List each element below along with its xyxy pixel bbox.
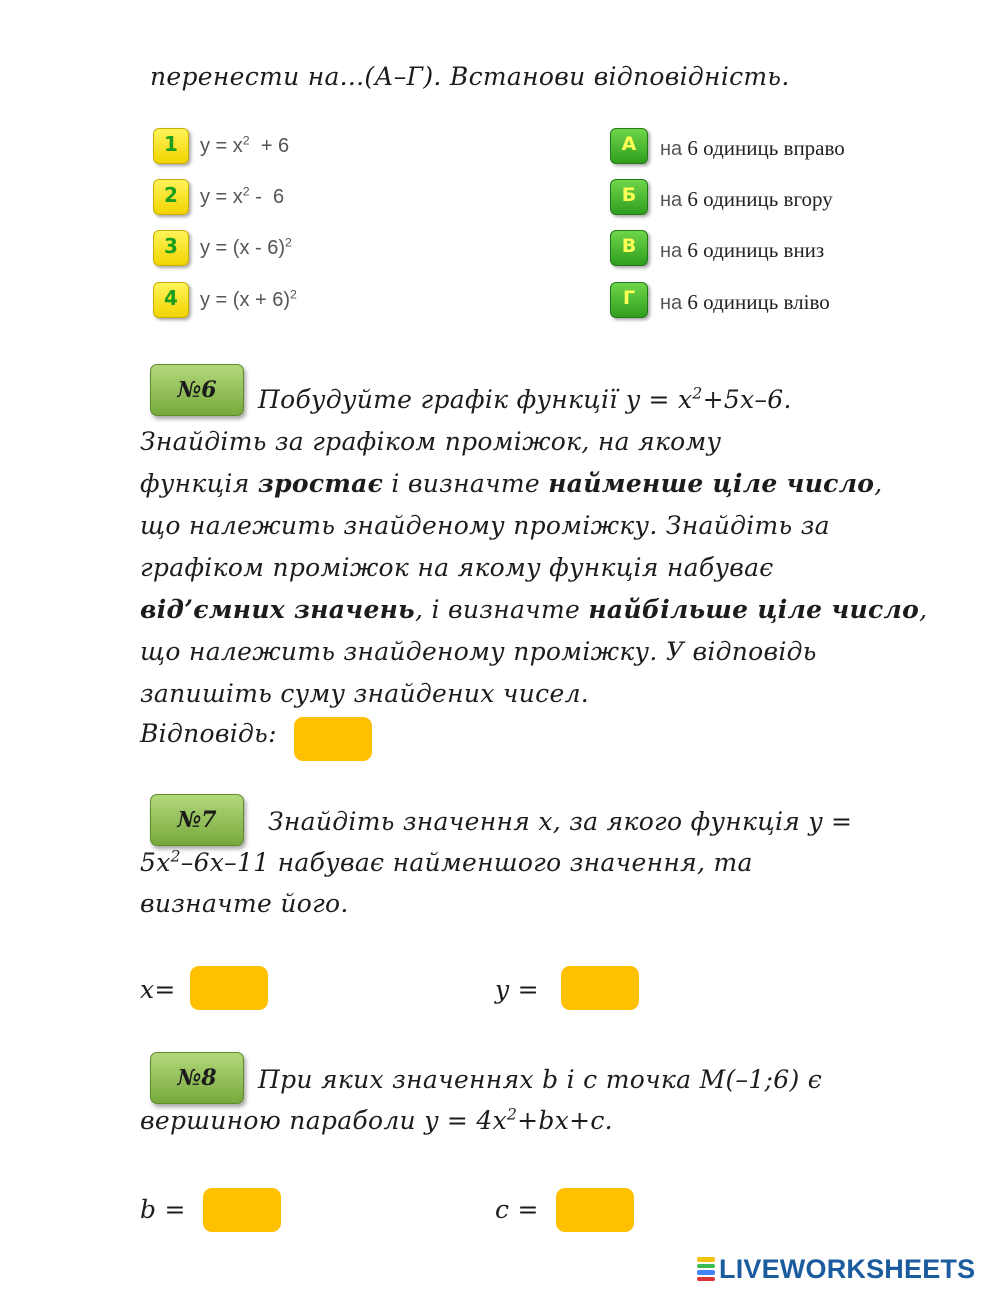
formula-1 — [200, 135, 289, 158]
item-number-4: 4 — [153, 282, 189, 318]
formula-2-exp: 2 — [242, 184, 250, 199]
option-b-desc: 6 одиниць вгору — [687, 187, 833, 211]
task-7-l2-a: 5x — [140, 848, 171, 877]
task-8-c-label: c = — [495, 1195, 539, 1224]
formula-2-rest: - 6 — [249, 186, 285, 208]
task-7-line-2 — [140, 848, 753, 877]
task-6-l1-exp: 2 — [692, 384, 703, 403]
task-8-line-1: При яких значеннях b і c точка M(–1;6) є — [258, 1065, 823, 1094]
task-8-b-input[interactable] — [203, 1188, 281, 1232]
option-letter-b: Б — [610, 179, 648, 215]
task-6-answer-input[interactable] — [294, 717, 372, 761]
task-7-x-label: x= — [140, 975, 176, 1004]
task-6-label: №6 — [150, 364, 244, 416]
option-a-na: на — [660, 138, 683, 160]
task-6-l6-bold-1: від’ємних значень — [140, 595, 415, 624]
formula-1-base: y = x — [200, 135, 243, 157]
logo-mark-icon — [697, 1256, 715, 1282]
logo-mark-bar — [697, 1257, 715, 1262]
task-7-l2-rest: –6x–11 набуває найменшого значення, та — [180, 848, 753, 877]
task-8-b-label: b = — [140, 1195, 186, 1224]
task-6-l3-a: функція — [140, 469, 258, 498]
formula-2-base: y = x — [200, 186, 243, 208]
formula-3-base: y = (x - 6) — [200, 237, 286, 259]
task-7-l2-exp: 2 — [170, 847, 181, 866]
task-7-x-input[interactable] — [190, 966, 268, 1010]
task-6-l6-bold-2: найбільше ціле число — [588, 595, 920, 624]
liveworksheets-logo — [697, 1254, 975, 1284]
option-v-na: на — [660, 240, 683, 262]
task-6-l3-c: і визначте — [383, 469, 549, 498]
option-a-text — [660, 136, 845, 161]
task-6-l6-d: , — [919, 595, 928, 624]
task-8-l2-a: вершиною параболи y = 4x — [140, 1106, 507, 1135]
option-g-na: на — [660, 292, 683, 314]
task-7-y-label: y = — [495, 975, 539, 1004]
task-6-line-6 — [140, 595, 927, 624]
task-6-line-5: графіком проміжок на якому функція набуває — [140, 553, 774, 582]
item-number-3: 3 — [153, 230, 189, 266]
option-a-desc: 6 одиниць вправо — [687, 136, 845, 160]
task-6-line-4: що належить знайденому проміжку. Знайдіть за — [140, 511, 830, 540]
task-6-l3-d: , — [874, 469, 883, 498]
formula-1-rest: + 6 — [249, 135, 290, 157]
task-6-line-2: Знайдіть за графіком проміжок, на якому — [140, 427, 722, 456]
task-6-l3-bold-2: найменше ціле число — [548, 469, 875, 498]
task-7-y-input[interactable] — [561, 966, 639, 1010]
item-number-1: 1 — [153, 128, 189, 164]
task-6-answer-label: Відповідь: — [140, 719, 277, 748]
option-b-na: на — [660, 189, 683, 211]
task-7-line-1: Знайдіть значення x, за якого функція y = — [268, 807, 853, 836]
task-7-label: №7 — [150, 794, 244, 846]
option-v-text — [660, 238, 824, 263]
task-6-l6-c: , і визначте — [414, 595, 589, 624]
task-7-line-3: визначте його. — [140, 889, 349, 918]
task-6-line-7: що належить знайденому проміжку. У відповідь — [140, 637, 817, 666]
logo-mark-bar — [697, 1277, 715, 1282]
option-v-desc: 6 одиниць вниз — [687, 238, 825, 262]
option-g-text — [660, 290, 830, 315]
option-letter-v: В — [610, 230, 648, 266]
formula-4-exp: 2 — [290, 287, 297, 302]
logo-mark-bar — [697, 1264, 715, 1269]
item-number-2: 2 — [153, 179, 189, 215]
task-6-line-8: запишіть суму знайдених чисел. — [140, 679, 590, 708]
formula-3 — [200, 237, 292, 260]
formula-1-exp: 2 — [242, 133, 250, 148]
task-6-l1-rest: +5x–6. — [702, 385, 792, 414]
task-8-label: №8 — [150, 1052, 244, 1104]
option-letter-g: Г — [610, 282, 648, 318]
formula-4-base: y = (x + 6) — [200, 289, 291, 311]
option-b-text — [660, 187, 833, 212]
logo-text: LIVEWORKSHEETS — [719, 1253, 976, 1284]
logo-mark-bar — [697, 1270, 715, 1275]
option-letter-a: А — [610, 128, 648, 164]
intro-text: перенести на...(А–Г). Встанови відповідність. — [150, 62, 790, 91]
task-6-line-3 — [140, 469, 883, 498]
task-8-l2-exp: 2 — [506, 1105, 518, 1124]
task-8-c-input[interactable] — [556, 1188, 634, 1232]
task-6-l1-text: Побудуйте графік функції y = — [258, 385, 679, 414]
task-6-l3-bold-1: зростає — [257, 469, 384, 498]
option-g-desc: 6 одиниць вліво — [687, 290, 830, 314]
task-8-l2-rest: +bx+c. — [517, 1106, 613, 1135]
formula-3-exp: 2 — [285, 235, 292, 250]
formula-4 — [200, 289, 297, 312]
task-6-line-1 — [258, 385, 792, 414]
formula-2 — [200, 186, 284, 209]
task-6-l1-x: x — [678, 385, 693, 414]
task-8-line-2 — [140, 1106, 613, 1135]
